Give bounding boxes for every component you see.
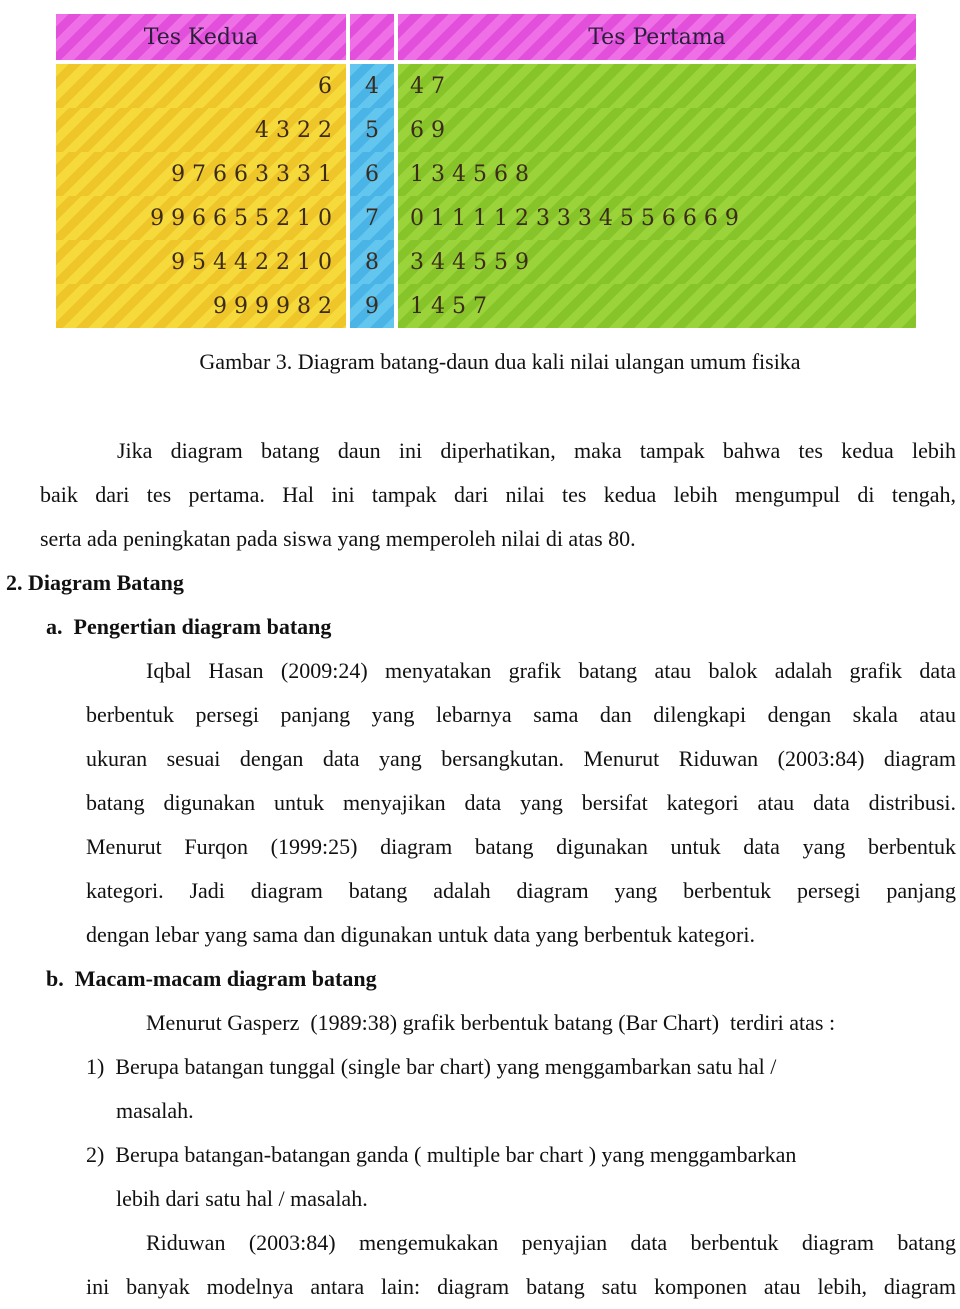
- stem-cell: 7: [350, 196, 394, 240]
- paragraph-line: kategori. Jadi diagram batang adalah diagram yang berbentuk persegi panjang: [86, 878, 956, 903]
- paragraph-line: batang digunakan untuk menyajikan data yang bersifat kategori atau data distribusi.: [86, 790, 956, 815]
- leaves-right-row: 6 9: [398, 108, 916, 152]
- leaves-left-row: 9 7 6 6 3 3 3 1: [56, 152, 346, 196]
- list-item: 1) Berupa batangan tunggal (single bar chart) yang menggambarkan satu hal /: [86, 1054, 777, 1079]
- leaves-left-row: 4 3 2 2: [56, 108, 346, 152]
- header-stem: [350, 14, 394, 60]
- list-item: 2) Berupa batangan-batangan ganda ( multiple bar chart ) yang menggambarkan: [86, 1142, 797, 1167]
- stem-cell: 9: [350, 284, 394, 328]
- leaves-right-row: 0 1 1 1 1 2 3 3 3 4 5 5 6 6 6 9: [398, 196, 916, 240]
- list-item-continuation: masalah.: [116, 1098, 194, 1123]
- leaves-left-row: 9 5 4 4 2 2 1 0: [56, 240, 346, 284]
- paragraph-line: Riduwan (2003:84) mengemukakan penyajian data berbentuk diagram batang: [146, 1230, 956, 1255]
- leaves-left-row: 6: [56, 64, 346, 108]
- stem-cell: 6: [350, 152, 394, 196]
- list-item-continuation: lebih dari satu hal / masalah.: [116, 1186, 368, 1211]
- leaves-right-row: 1 3 4 5 6 8: [398, 152, 916, 196]
- paragraph-line: ukuran sesuai dengan data yang bersangkutan. Menurut Riduwan (2003:84) diagram: [86, 746, 956, 771]
- stem-cell: 8: [350, 240, 394, 284]
- leaves-right-row: 3 4 4 5 5 9: [398, 240, 916, 284]
- paragraph-line: baik dari tes pertama. Hal ini tampak dari nilai tes kedua lebih mengumpul di tengah,: [40, 482, 956, 507]
- leaves-left-row: 9 9 9 9 8 2: [56, 284, 346, 328]
- leaves-right-row: 1 4 5 7: [398, 284, 916, 328]
- header-tes-kedua: Tes Kedua: [56, 14, 346, 60]
- paragraph-line: Menurut Furqon (1999:25) diagram batang digunakan untuk data yang berbentuk: [86, 834, 956, 859]
- subsection-heading: b. Macam-macam diagram batang: [46, 966, 377, 991]
- stem-cell: 4: [350, 64, 394, 108]
- paragraph-line: Jika diagram batang daun ini diperhatikan, maka tampak bahwa tes kedua lebih: [117, 438, 956, 463]
- paragraph-line: serta ada peningkatan pada siswa yang memperoleh nilai di atas 80.: [40, 526, 636, 551]
- paragraph-line: dengan lebar yang sama dan digunakan untuk data yang berbentuk kategori.: [86, 922, 755, 947]
- subsection-heading: a. Pengertian diagram batang: [46, 614, 332, 639]
- figure-caption: Gambar 3. Diagram batang-daun dua kali nilai ulangan umum fisika: [199, 349, 801, 374]
- paragraph-line: berbentuk persegi panjang yang lebarnya sama dan dilengkapi dengan skala atau: [86, 702, 956, 727]
- paragraph-line: ini banyak modelnya antara lain: diagram batang satu komponen atau lebih, diagram: [86, 1274, 956, 1299]
- header-tes-pertama: Tes Pertama: [398, 14, 916, 60]
- paragraph-line: Menurut Gasperz (1989:38) grafik berbentuk batang (Bar Chart) terdiri atas :: [146, 1010, 836, 1035]
- paragraph-line: Iqbal Hasan (2009:24) menyatakan grafik batang atau balok adalah grafik data: [146, 658, 956, 683]
- section-heading: 2. Diagram Batang: [6, 570, 184, 595]
- stem-and-leaf-figure: [56, 14, 916, 328]
- leaves-right-row: 4 7: [398, 64, 916, 108]
- stem-cell: 5: [350, 108, 394, 152]
- leaves-left-row: 9 9 6 6 5 5 2 1 0: [56, 196, 346, 240]
